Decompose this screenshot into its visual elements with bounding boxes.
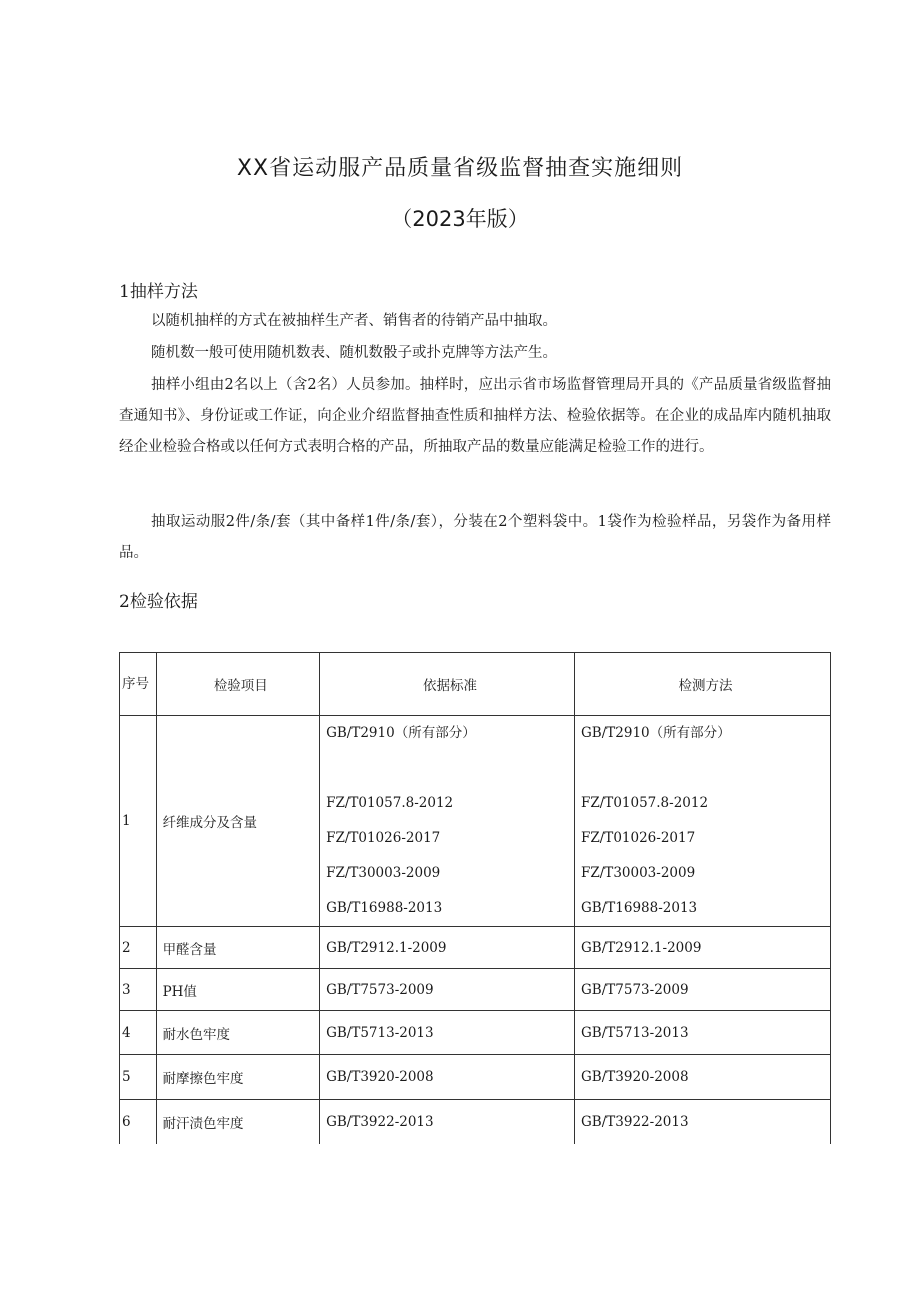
table-row (120, 969, 831, 1011)
header-method: 检测方法 (575, 653, 831, 716)
cell-no: 3 (120, 969, 157, 1011)
cell-standard: GB/T7573-2009 (320, 969, 575, 1011)
cell-item: 纤维成分及含量 (156, 716, 320, 927)
standard-entry: GB/T16988-2013 (326, 900, 443, 916)
standard-entry: FZ/T01026-2017 (326, 830, 441, 846)
method-entry: FZ/T01057.8-2012 (581, 795, 709, 811)
standard-entry: FZ/T01057.8-2012 (326, 795, 454, 811)
header-no: 序号 (120, 653, 157, 716)
cell-no: 2 (120, 927, 157, 969)
method-entry: GB/T16988-2013 (581, 900, 698, 916)
paragraph: 抽取运动服2件/条/套（其中备样1件/条/套），分装在2个塑料袋中。1袋作为检验样品，另袋作为备用样品。 (119, 514, 831, 561)
table-row (120, 1011, 831, 1055)
standard-entry: FZ/T30003-2009 (326, 865, 441, 881)
cell-standard: GB/T2912.1-2009 (320, 927, 575, 969)
header-standard: 依据标准 (320, 653, 575, 716)
section-heading-basis: 2检验依据 (119, 592, 198, 612)
cell-standard: GB/T3922-2013 (320, 1100, 575, 1144)
document-title: XX省运动服产品质量省级监督抽查实施细则 (236, 156, 684, 181)
standard-entry: GB/T2910（所有部分） (326, 725, 476, 741)
table-row (120, 716, 831, 927)
cell-method: GB/T5713-2013 (575, 1011, 831, 1055)
paragraph: 随机数一般可使用随机数表、随机数骰子或扑克牌等方法产生。 (151, 345, 557, 361)
table-row (120, 1055, 831, 1100)
cell-methods (575, 716, 831, 927)
header-item: 检验项目 (156, 653, 320, 716)
document-subtitle: （2023年版） (391, 207, 529, 231)
cell-standards (320, 716, 575, 927)
table-row (120, 1100, 831, 1144)
cell-item: 耐摩擦色牢度 (156, 1055, 320, 1100)
method-entry: GB/T2910（所有部分） (581, 725, 731, 741)
table-row (120, 927, 831, 969)
cell-method: GB/T3922-2013 (575, 1100, 831, 1144)
cell-item: 耐水色牢度 (156, 1011, 320, 1055)
cell-item: 耐汗渍色牢度 (156, 1100, 320, 1144)
method-entry: FZ/T30003-2009 (581, 865, 696, 881)
inspection-table (119, 652, 831, 1144)
cell-item: PH值 (156, 969, 320, 1011)
cell-no: 6 (120, 1100, 157, 1144)
cell-no: 4 (120, 1011, 157, 1055)
cell-method: GB/T7573-2009 (575, 969, 831, 1011)
section-heading-sampling: 1抽样方法 (119, 282, 198, 302)
cell-no: 5 (120, 1055, 157, 1100)
cell-no: 1 (120, 716, 157, 927)
paragraph: 抽样小组由2名以上（含2名）人员参加。抽样时，应出示省市场监督管理局开具的《产品质量省级监督抽查通知书》、身份证或工作证，向企业介绍监督抽查性质和抽样方法、检验依据等。在企业的成品库内随机抽取经企业检验合格或以任何方式表明合格的产品，所抽取产品的数量应能满足检验工作的进行。 (119, 377, 831, 455)
paragraph: 以随机抽样的方式在被抽样生产者、销售者的待销产品中抽取。 (151, 313, 557, 329)
method-entry: FZ/T01026-2017 (581, 830, 696, 846)
table-header-row (120, 653, 831, 716)
cell-standard: GB/T3920-2008 (320, 1055, 575, 1100)
cell-method: GB/T3920-2008 (575, 1055, 831, 1100)
cell-item: 甲醛含量 (156, 927, 320, 969)
cell-method: GB/T2912.1-2009 (575, 927, 831, 969)
cell-standard: GB/T5713-2013 (320, 1011, 575, 1055)
